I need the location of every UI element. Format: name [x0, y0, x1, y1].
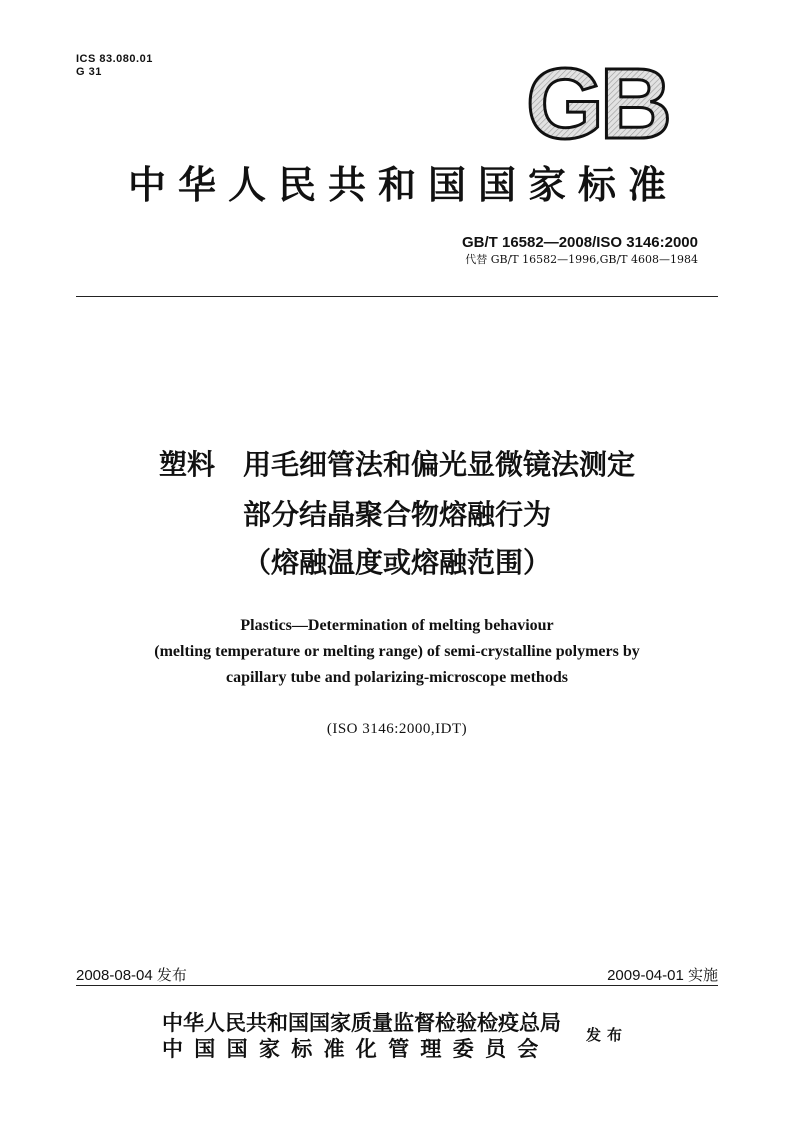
- replaces-note: 代替 GB/T 16582—1996,GB/T 4608—1984: [465, 253, 698, 266]
- standard-number: GB/T 16582—2008/ISO 3146:2000: [462, 234, 698, 251]
- issuer-line1: 中华人民共和国国家质量监督检验检疫总局: [162, 1010, 561, 1035]
- classification-codes: [76, 53, 153, 79]
- title-en-line2: (melting temperature or melting range) of semi-crystalline polymers by: [154, 643, 640, 660]
- issue-date: 2008-08-04 发布: [76, 967, 187, 984]
- title-cn-line2: 部分结晶聚合物熔融行为: [242, 498, 551, 531]
- bottom-divider: [76, 985, 718, 986]
- iso-reference: (ISO 3146:2000,IDT): [326, 721, 468, 737]
- implementation-date: 2009-04-01 实施: [607, 967, 718, 984]
- publish-label: 发布: [586, 1026, 629, 1044]
- ics-code: ICS 83.080.01: [76, 53, 153, 65]
- issuer-line2: 中国国家标准化管理委员会: [162, 1036, 550, 1061]
- title-en-line1: Plastics—Determination of melting behaviour: [240, 617, 554, 634]
- top-divider: [76, 296, 718, 297]
- country-title: 中华人民共和国国家标准: [127, 162, 678, 207]
- title-en-line3: capillary tube and polarizing-microscope methods: [226, 669, 568, 686]
- title-cn-line1: 塑料 用毛细管法和偏光显微镜法测定: [158, 448, 635, 481]
- title-en: [0, 613, 794, 691]
- ccs-code: G 31: [76, 66, 102, 78]
- gb-logo-letters: GB: [526, 62, 668, 146]
- gb-logo: [517, 62, 677, 146]
- title-cn-line3: （熔融温度或熔融范围）: [242, 546, 551, 579]
